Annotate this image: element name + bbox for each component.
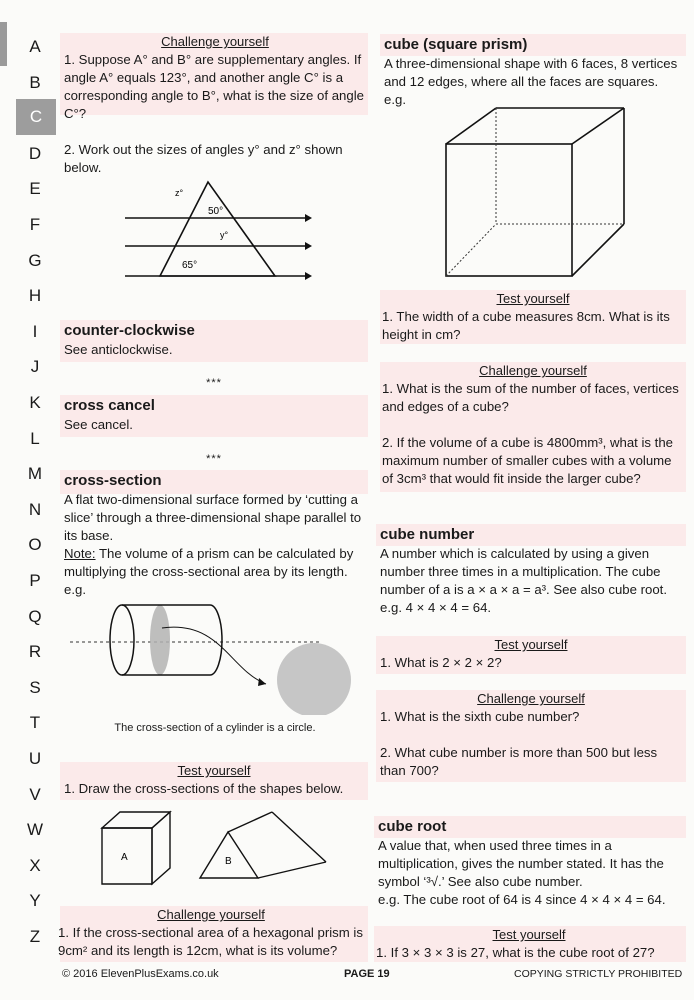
index-letter-e[interactable]: E [29,179,41,199]
right-challenge-1 [382,362,684,488]
cube-figure [440,102,640,282]
index-letter-n[interactable]: N [28,499,42,519]
prism-edge [272,812,326,862]
page-edge-tab [0,22,7,66]
eg-label: e.g. [64,582,86,597]
right-test-2 [380,636,682,672]
index-letter-s[interactable]: S [29,677,41,697]
entry-cross-section [64,471,364,599]
eg-label: e.g. [384,92,406,107]
entry-heading: cube root [378,818,447,835]
question-text: 1. What is the sixth cube number? [380,709,580,724]
parallel-lines-figure [120,176,320,288]
index-letter-q[interactable]: Q [28,606,42,626]
angle-50-label: 50° [208,206,224,217]
arrow-icon [305,214,312,222]
question-text: 1. What is 2 × 2 × 2? [380,655,502,670]
entry-heading: cross-section [64,472,162,489]
cube-edge [572,108,624,144]
arrow-icon [258,678,266,686]
right-test-3 [376,926,682,962]
entry-heading: cube (square prism) [384,36,528,53]
entry-body: A three-dimensional shape with 6 faces, 8 vertices and 12 edges, where all the faces are squares. [384,56,678,89]
angle-65-label: 65° [182,260,198,271]
prism-edge [258,862,326,878]
question-text: 2. If the volume of a cube is 4800mm³, what is the maximum number of smaller cubes with a volume of 3cm³ that would fit inside the larger cube? [382,435,674,486]
question-text: 2. Work out the sizes of angles y° and z° shown below. [64,142,343,175]
entry-body: A value that, when used three times in a multiplication, gives the number stated. It has the symbol ‘³√.’ See also cube number. [378,838,664,889]
question-text: 1. If the cross-sectional area of a hexagonal prism is 9cm² and its length is 12cm, what is its volume? [58,925,363,958]
index-letter-v[interactable]: V [29,784,41,804]
index-letter-x[interactable]: X [29,855,41,875]
test-title: Test yourself [177,763,251,778]
arrow-icon [305,272,312,280]
test-title: Test yourself [492,927,566,942]
entry-cube [384,35,684,109]
index-letter-p[interactable]: P [29,571,41,590]
footer-notice: COPYING STRICTLY PROHIBITED [514,968,683,980]
figure-caption: The cross-section of a cylinder is a circle. [114,722,316,734]
index-letter-b[interactable]: B [29,72,41,92]
index-letter-o[interactable]: O [28,535,42,555]
entry-body: See cancel. [64,417,133,432]
index-letter-d[interactable]: D [28,143,42,163]
challenge-title: Challenge yourself [157,907,265,922]
cube-top-face [102,812,170,828]
challenge-title: Challenge yourself [479,363,587,378]
left-test [64,762,364,798]
index-letter-l[interactable]: L [30,428,40,448]
index-letter-j[interactable]: J [30,357,40,377]
index-letter-a[interactable]: A [29,37,41,56]
example-text: e.g. The cube root of 64 is 4 since 4 × 4 × 4 = 64. [378,892,666,907]
entry-body: See anticlockwise. [64,342,173,357]
prism-shapes-figure [90,806,350,892]
separator-stars: *** [206,453,222,465]
cylinder-end [110,605,134,675]
prism-edge [228,812,272,832]
circle-cross-section [277,643,351,715]
note-body: The volume of a prism can be calculated by multiplying the cross-sectional area by its length. [64,546,354,579]
shape-b-label: B [225,856,232,867]
cube-front-face [446,144,572,276]
cross-section-slice [150,605,170,675]
footer-copyright: © 2016 ElevenPlusExams.co.uk [62,968,219,980]
index-letter-f[interactable]: F [29,215,41,234]
entry-body: A flat two-dimensional surface formed by ‘cutting a slice’ through a three-dimensional shape parallel to its base. [64,492,362,543]
footer-page-number: PAGE 19 [344,968,390,980]
angle-y-label: y° [220,230,229,240]
separator-stars: *** [206,377,222,389]
question-text: 1. What is the sum of the number of faces, vertices and edges of a cube? [382,381,679,414]
index-letter-t[interactable]: T [29,713,41,733]
index-letter-c[interactable]: C [16,99,56,135]
index-letter-i[interactable]: I [32,321,38,341]
cylinder-figure [70,600,370,715]
cube-edge [572,224,624,276]
index-letter-y[interactable]: Y [29,891,41,911]
hidden-edge [446,224,496,276]
index-letter-r[interactable]: R [28,642,42,662]
test-title: Test yourself [494,637,568,652]
entry-body: A number which is calculated by using a given number three times in a multiplication. The cube number of a is a × a × a = a³. See also cube root. [380,546,668,597]
entry-heading: counter-clockwise [64,322,195,339]
index-letter-z[interactable]: Z [29,927,41,946]
cube-edge [446,108,496,144]
entry-cube-root [378,817,682,909]
question-text: 1. The width of a cube measures 8cm. What is its height in cm? [382,309,670,342]
index-letter-w[interactable]: W [26,820,44,840]
question-text: 1. Suppose A° and B° are supplementary angles. If angle A° equals 123°, and another angle C° is a corresponding angle to B°, what is the size of angle C°? [64,52,364,121]
cylinder-end [210,605,222,675]
shape-a-label: A [121,852,128,863]
example-text: e.g. 4 × 4 × 4 = 64. [380,600,492,615]
question-text: 1. If 3 × 3 × 3 is 27, what is the cube root of 27? [376,945,655,960]
entry-cross-cancel [64,396,364,434]
challenge-title: Challenge yourself [477,691,585,706]
index-letter-k[interactable]: K [29,393,41,412]
cube-side-face [152,812,170,884]
entry-heading: cross cancel [64,397,155,414]
right-test-1 [382,290,684,344]
entry-cube-number [380,525,682,617]
note-label: Note: [64,546,96,561]
angle-z-label: z° [175,188,184,198]
right-challenge-2 [380,690,682,780]
entry-heading: cube number [380,526,475,543]
arrow-icon [305,242,312,250]
entry-counter-clockwise [64,321,364,359]
left-challenge-2 [58,906,364,960]
index-letter-m[interactable]: M [27,464,43,484]
left-challenge-1 [64,33,366,177]
question-text: 1. Draw the cross-sections of the shapes below. [64,781,344,796]
index-letter-u[interactable]: U [28,749,42,768]
question-text: 2. What cube number is more than 500 but less than 700? [380,745,658,778]
challenge-title: Challenge yourself [161,34,269,49]
test-title: Test yourself [496,291,570,306]
index-letter-g[interactable]: G [28,250,42,270]
triangular-prism-front [200,832,258,878]
index-letter-h[interactable]: H [28,286,42,306]
